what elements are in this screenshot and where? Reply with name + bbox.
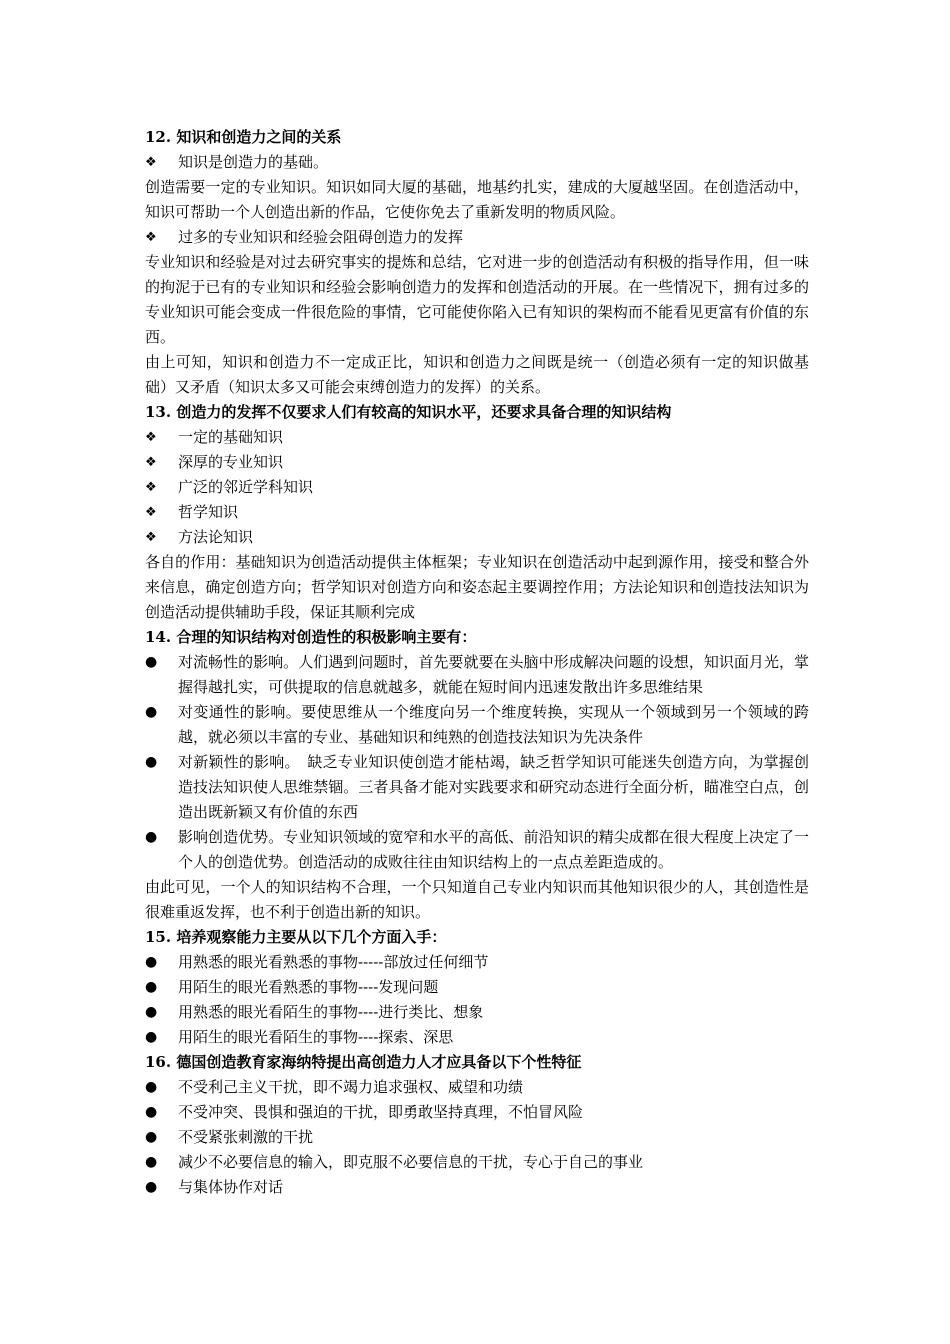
list-item-text: 减少不必要信息的输入，即克服不必要信息的干扰，专心于自己的事业 [178, 1153, 644, 1171]
dot-bullet-icon: ● [145, 1104, 158, 1120]
dot-list-item [145, 650, 809, 700]
list-item-text: 用熟悉的眼光看熟悉的事物-----部放过任何细节 [178, 953, 489, 971]
diamond-list-item [145, 475, 809, 500]
dot-list-item [145, 1150, 809, 1175]
paragraph: 各自的作用：基础知识为创造活动提供主体框架；专业知识在创造活动中起到源作用，接受和整合外来信息，确定创造方向；哲学知识对创造方向和姿态起主要调控作用；方法论知识和创造技法知识为创造活动提供辅助手段，保证其顺利完成 [145, 553, 809, 621]
list-item-text: 知识是创造力的基础。 [178, 153, 329, 171]
paragraph: 由此可见，一个人的知识结构不合理，一个只知道自己专业内知识而其他知识很少的人，其创造性是很难重返发挥，也不利于创造出新的知识。 [145, 878, 809, 921]
dot-list-item [145, 825, 809, 875]
list-item-text: 用熟悉的眼光看陌生的事物----进行类比、想象 [178, 1003, 484, 1021]
section-13-heading: 13. 创造力的发挥不仅要求人们有较高的知识水平，还要求具备合理的知识结构 [145, 403, 672, 421]
list-item-text: 不受冲突、畏惧和强迫的干扰，即勇敢坚持真理，不怕冒风险 [178, 1103, 584, 1121]
paragraph: 由上可知，知识和创造力不一定成正比，知识和创造力之间既是统一（创造必须有一定的知识做基础）又矛盾（知识太多又可能会束缚创造力的发挥）的关系。 [145, 353, 809, 396]
list-item-text: 不受紧张刺激的干扰 [178, 1128, 314, 1146]
dot-bullet-icon: ● [145, 1004, 158, 1020]
diamond-bullet-icon: ❖ [145, 230, 157, 245]
document-page [145, 125, 809, 1200]
section-15-heading: 15. 培养观察能力主要从以下几个方面入手： [145, 928, 447, 946]
list-item-text: 哲学知识 [178, 503, 239, 521]
diamond-bullet-icon: ❖ [145, 430, 157, 445]
diamond-bullet-icon: ❖ [145, 455, 157, 470]
dot-bullet-icon: ● [145, 979, 158, 995]
list-item-text: 用陌生的眼光看熟悉的事物----发现问题 [178, 978, 439, 996]
list-item-text: 影响创造优势。专业知识领域的宽窄和水平的高低、前沿知识的精尖成都在很大程度上决定了一个人的创造优势。创造活动的成败往往由知识结构上的一点点差距造成的。 [178, 828, 809, 871]
dot-bullet-icon: ● [145, 704, 158, 720]
dot-list-item [145, 1100, 809, 1125]
diamond-list-item [145, 425, 809, 450]
section-14-heading: 14. 合理的知识结构对创造性的积极影响主要有： [145, 628, 477, 646]
dot-list-item [145, 950, 809, 975]
dot-list-item [145, 1175, 809, 1200]
dot-list-item [145, 1075, 809, 1100]
paragraph: 创造需要一定的专业知识。知识如同大厦的基础，地基约扎实，建成的大厦越坚固。在创造活动中，知识可帮助一个人创造出新的作品，它使你免去了重新发明的物质风险。 [145, 178, 809, 221]
dot-list-item [145, 975, 809, 1000]
list-item-text: 与集体协作对话 [178, 1178, 284, 1196]
diamond-list-item [145, 150, 809, 175]
section-16-heading: 16. 德国创造教育家海纳特提出高创造力人才应具备以下个性特征 [145, 1053, 582, 1071]
section-12-heading: 12. 知识和创造力之间的关系 [145, 128, 342, 146]
dot-bullet-icon: ● [145, 654, 158, 670]
diamond-list-item [145, 450, 809, 475]
list-item-text: 不受利己主义干扰，即不竭力追求强权、威望和功绩 [178, 1078, 524, 1096]
list-item-text: 过多的专业知识和经验会阻碍创造力的发挥 [178, 228, 464, 246]
diamond-bullet-icon: ❖ [145, 505, 157, 520]
paragraph: 专业知识和经验是对过去研究事实的提炼和总结，它对进一步的创造活动有积极的指导作用，但一味的拘泥于已有的专业知识和经验会影响创造力的发挥和创造活动的开展。在一些情况下，拥有过多的专业知识可能会变成一件很危险的事情，它可能使你陷入已有知识的架构而不能看见更富有价值的东西。 [145, 253, 809, 346]
dot-list-item [145, 1125, 809, 1150]
list-item-text: 深厚的专业知识 [178, 453, 284, 471]
list-item-text: 广泛的邻近学科知识 [178, 478, 314, 496]
dot-list-item [145, 1025, 809, 1050]
dot-bullet-icon: ● [145, 1179, 158, 1195]
dot-bullet-icon: ● [145, 1079, 158, 1095]
dot-bullet-icon: ● [145, 754, 158, 770]
diamond-list-item [145, 225, 809, 250]
diamond-list-item [145, 525, 809, 550]
dot-list-item [145, 750, 809, 825]
dot-bullet-icon: ● [145, 954, 158, 970]
dot-bullet-icon: ● [145, 1029, 158, 1045]
diamond-list-item [145, 500, 809, 525]
dot-bullet-icon: ● [145, 829, 158, 845]
dot-bullet-icon: ● [145, 1154, 158, 1170]
diamond-bullet-icon: ❖ [145, 480, 157, 495]
dot-list-item [145, 700, 809, 750]
list-item-text: 对新颖性的影响。 缺乏专业知识使创造才能枯竭，缺乏哲学知识可能迷失创造方向，为掌握创造技法知识使人思维禁锢。三者具备才能对实践要求和研究动态进行全面分析，瞄准空白点，创造出既新颖又有价值的东西 [178, 753, 809, 821]
diamond-bullet-icon: ❖ [145, 155, 157, 170]
dot-bullet-icon: ● [145, 1129, 158, 1145]
list-item-text: 一定的基础知识 [178, 428, 284, 446]
list-item-text: 用陌生的眼光看陌生的事物----探索、深思 [178, 1028, 454, 1046]
dot-list-item [145, 1000, 809, 1025]
list-item-text: 对流畅性的影响。人们遇到问题时，首先要就要在头脑中形成解决问题的设想，知识面月光，掌握得越扎实，可供提取的信息就越多，就能在短时间内迅速发散出许多思维结果 [178, 653, 809, 696]
list-item-text: 方法论知识 [178, 528, 254, 546]
diamond-bullet-icon: ❖ [145, 530, 157, 545]
list-item-text: 对变通性的影响。要使思维从一个维度向另一个维度转换，实现从一个领域到另一个领域的跨越，就必须以丰富的专业、基础知识和纯熟的创造技法知识为先决条件 [178, 703, 809, 746]
